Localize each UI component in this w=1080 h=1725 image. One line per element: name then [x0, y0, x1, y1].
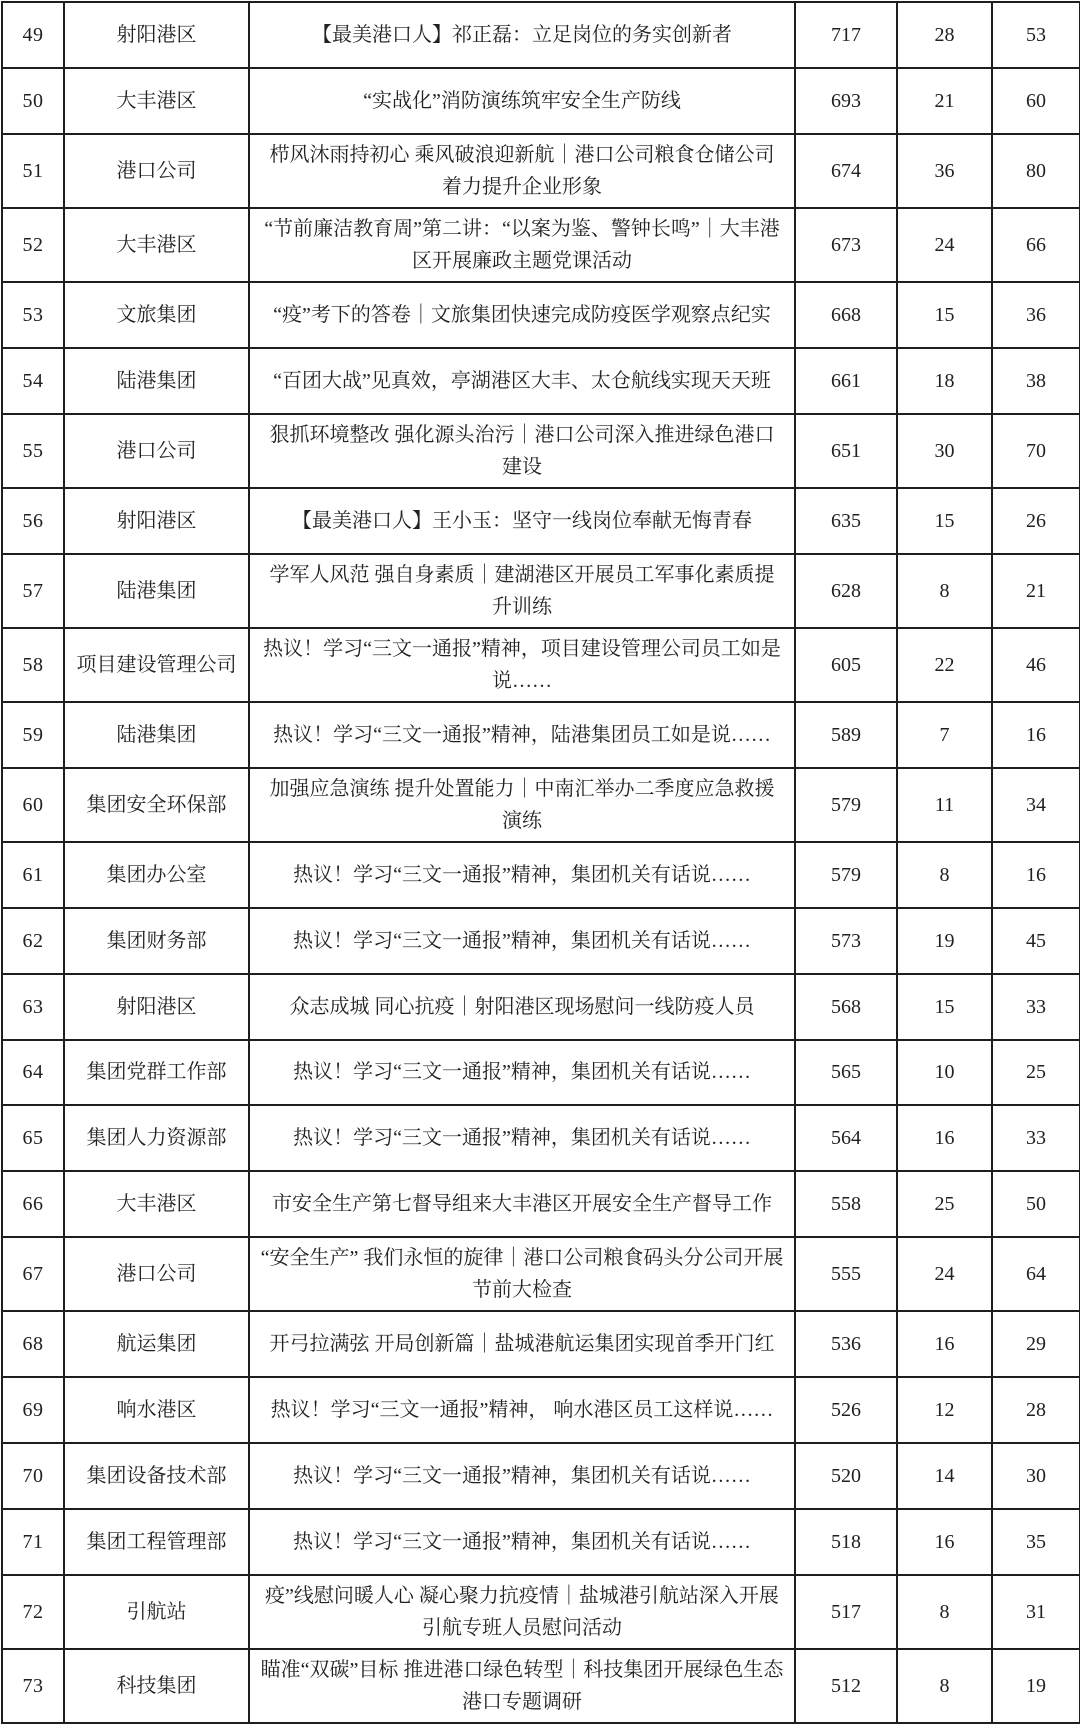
title-cell: 众志成城 同心抗疫｜射阳港区现场慰问一线防疫人员	[249, 974, 795, 1040]
metric-2-cell: 25	[897, 1171, 992, 1237]
metric-3-cell: 35	[992, 1509, 1080, 1575]
rank-cell: 54	[2, 348, 64, 414]
ranking-table	[1, 1, 1080, 1724]
table-row	[2, 1443, 1080, 1509]
title-cell: 热议！学习“三文一通报”精神，集团机关有话说……	[249, 1443, 795, 1509]
metric-2-cell: 8	[897, 554, 992, 628]
title-cell: 热议！学习“三文一通报”精神，项目建设管理公司员工如是说……	[249, 628, 795, 702]
rank-cell: 66	[2, 1171, 64, 1237]
metric-1-cell: 635	[795, 488, 897, 554]
metric-3-cell: 16	[992, 842, 1080, 908]
rank-cell: 59	[2, 702, 64, 768]
table-row	[2, 2, 1080, 68]
metric-2-cell: 8	[897, 1649, 992, 1723]
table-row	[2, 1237, 1080, 1311]
department-cell: 集团财务部	[64, 908, 249, 974]
table-row	[2, 348, 1080, 414]
table-row	[2, 1040, 1080, 1106]
rank-cell: 49	[2, 2, 64, 68]
table-row	[2, 842, 1080, 908]
title-cell: 栉风沐雨持初心 乘风破浪迎新航｜港口公司粮食仓储公司着力提升企业形象	[249, 134, 795, 208]
rank-cell: 56	[2, 488, 64, 554]
title-cell: 市安全生产第七督导组来大丰港区开展安全生产督导工作	[249, 1171, 795, 1237]
rank-cell: 68	[2, 1311, 64, 1377]
metric-2-cell: 16	[897, 1105, 992, 1171]
department-cell: 集团工程管理部	[64, 1509, 249, 1575]
metric-3-cell: 25	[992, 1040, 1080, 1106]
metric-1-cell: 555	[795, 1237, 897, 1311]
table-row	[2, 628, 1080, 702]
metric-3-cell: 16	[992, 702, 1080, 768]
department-cell: 集团党群工作部	[64, 1040, 249, 1106]
table-row	[2, 1311, 1080, 1377]
title-cell: 开弓拉满弦 开局创新篇｜盐城港航运集团实现首季开门红	[249, 1311, 795, 1377]
metric-1-cell: 717	[795, 2, 897, 68]
title-cell: 热议！学习“三文一通报”精神，集团机关有话说……	[249, 1105, 795, 1171]
title-cell: 疫”线慰问暖人心 凝心聚力抗疫情｜盐城港引航站深入开展引航专班人员慰问活动	[249, 1575, 795, 1649]
title-cell: 热议！学习“三文一通报”精神， 响水港区员工这样说……	[249, 1377, 795, 1443]
table-row	[2, 974, 1080, 1040]
metric-1-cell: 579	[795, 768, 897, 842]
metric-3-cell: 46	[992, 628, 1080, 702]
rank-cell: 69	[2, 1377, 64, 1443]
metric-3-cell: 70	[992, 414, 1080, 488]
department-cell: 陆港集团	[64, 554, 249, 628]
rank-cell: 73	[2, 1649, 64, 1723]
title-cell: 热议！学习“三文一通报”精神，集团机关有话说……	[249, 1040, 795, 1106]
table-row	[2, 1575, 1080, 1649]
rank-cell: 71	[2, 1509, 64, 1575]
title-cell: “实战化”消防演练筑牢安全生产防线	[249, 68, 795, 134]
table-row	[2, 554, 1080, 628]
metric-2-cell: 15	[897, 488, 992, 554]
metric-3-cell: 34	[992, 768, 1080, 842]
title-cell: 狠抓环境整改 强化源头治污｜港口公司深入推进绿色港口建设	[249, 414, 795, 488]
table-row	[2, 1377, 1080, 1443]
table-body	[2, 2, 1080, 1723]
metric-1-cell: 693	[795, 68, 897, 134]
department-cell: 港口公司	[64, 1237, 249, 1311]
metric-1-cell: 568	[795, 974, 897, 1040]
title-cell: “百团大战”见真效，亭湖港区大丰、太仓航线实现天天班	[249, 348, 795, 414]
department-cell: 集团安全环保部	[64, 768, 249, 842]
table-row	[2, 208, 1080, 282]
metric-1-cell: 558	[795, 1171, 897, 1237]
department-cell: 大丰港区	[64, 68, 249, 134]
metric-1-cell: 565	[795, 1040, 897, 1106]
title-cell: 热议！学习“三文一通报”精神，集团机关有话说……	[249, 1509, 795, 1575]
rank-cell: 55	[2, 414, 64, 488]
table-row	[2, 702, 1080, 768]
metric-2-cell: 16	[897, 1509, 992, 1575]
metric-2-cell: 28	[897, 2, 992, 68]
metric-2-cell: 10	[897, 1040, 992, 1106]
department-cell: 射阳港区	[64, 2, 249, 68]
metric-1-cell: 589	[795, 702, 897, 768]
title-cell: 学军人风范 强自身素质｜建湖港区开展员工军事化素质提升训练	[249, 554, 795, 628]
table-row	[2, 768, 1080, 842]
metric-2-cell: 18	[897, 348, 992, 414]
department-cell: 港口公司	[64, 414, 249, 488]
rank-cell: 62	[2, 908, 64, 974]
department-cell: 项目建设管理公司	[64, 628, 249, 702]
table-row	[2, 282, 1080, 348]
title-cell: “节前廉洁教育周”第二讲：“以案为鉴、警钟长鸣”｜大丰港区开展廉政主题党课活动	[249, 208, 795, 282]
rank-cell: 58	[2, 628, 64, 702]
rank-cell: 57	[2, 554, 64, 628]
metric-2-cell: 30	[897, 414, 992, 488]
department-cell: 陆港集团	[64, 348, 249, 414]
department-cell: 航运集团	[64, 1311, 249, 1377]
department-cell: 陆港集团	[64, 702, 249, 768]
metric-3-cell: 60	[992, 68, 1080, 134]
rank-cell: 51	[2, 134, 64, 208]
metric-2-cell: 14	[897, 1443, 992, 1509]
metric-3-cell: 45	[992, 908, 1080, 974]
metric-1-cell: 517	[795, 1575, 897, 1649]
title-cell: 热议！学习“三文一通报”精神，集团机关有话说……	[249, 842, 795, 908]
department-cell: 文旅集团	[64, 282, 249, 348]
table-row	[2, 1509, 1080, 1575]
metric-1-cell: 512	[795, 1649, 897, 1723]
metric-1-cell: 651	[795, 414, 897, 488]
metric-1-cell: 518	[795, 1509, 897, 1575]
department-cell: 港口公司	[64, 134, 249, 208]
metric-1-cell: 674	[795, 134, 897, 208]
metric-1-cell: 564	[795, 1105, 897, 1171]
table-row	[2, 414, 1080, 488]
metric-3-cell: 64	[992, 1237, 1080, 1311]
department-cell: 引航站	[64, 1575, 249, 1649]
metric-3-cell: 30	[992, 1443, 1080, 1509]
metric-1-cell: 668	[795, 282, 897, 348]
department-cell: 集团设备技术部	[64, 1443, 249, 1509]
metric-2-cell: 8	[897, 842, 992, 908]
metric-1-cell: 673	[795, 208, 897, 282]
metric-2-cell: 16	[897, 1311, 992, 1377]
title-cell: 瞄准“双碳”目标 推进港口绿色转型｜科技集团开展绿色生态港口专题调研	[249, 1649, 795, 1723]
metric-1-cell: 605	[795, 628, 897, 702]
title-cell: “疫”考下的答卷｜文旅集团快速完成防疫医学观察点纪实	[249, 282, 795, 348]
department-cell: 集团办公室	[64, 842, 249, 908]
metric-2-cell: 22	[897, 628, 992, 702]
metric-3-cell: 80	[992, 134, 1080, 208]
metric-1-cell: 661	[795, 348, 897, 414]
metric-3-cell: 19	[992, 1649, 1080, 1723]
rank-cell: 61	[2, 842, 64, 908]
metric-2-cell: 8	[897, 1575, 992, 1649]
rank-cell: 50	[2, 68, 64, 134]
document-page	[0, 1, 1080, 1725]
rank-cell: 53	[2, 282, 64, 348]
metric-2-cell: 24	[897, 1237, 992, 1311]
metric-3-cell: 66	[992, 208, 1080, 282]
title-cell: 热议！学习“三文一通报”精神，集团机关有话说……	[249, 908, 795, 974]
metric-1-cell: 579	[795, 842, 897, 908]
rank-cell: 67	[2, 1237, 64, 1311]
metric-3-cell: 33	[992, 974, 1080, 1040]
department-cell: 射阳港区	[64, 974, 249, 1040]
metric-1-cell: 536	[795, 1311, 897, 1377]
title-cell: “安全生产” 我们永恒的旋律｜港口公司粮食码头分公司开展节前大检查	[249, 1237, 795, 1311]
metric-3-cell: 33	[992, 1105, 1080, 1171]
rank-cell: 65	[2, 1105, 64, 1171]
metric-3-cell: 38	[992, 348, 1080, 414]
table-row	[2, 134, 1080, 208]
rank-cell: 64	[2, 1040, 64, 1106]
metric-3-cell: 26	[992, 488, 1080, 554]
metric-2-cell: 12	[897, 1377, 992, 1443]
metric-2-cell: 15	[897, 974, 992, 1040]
table-row	[2, 1105, 1080, 1171]
table-row	[2, 488, 1080, 554]
department-cell: 集团人力资源部	[64, 1105, 249, 1171]
metric-2-cell: 11	[897, 768, 992, 842]
metric-2-cell: 24	[897, 208, 992, 282]
metric-3-cell: 21	[992, 554, 1080, 628]
metric-2-cell: 15	[897, 282, 992, 348]
rank-cell: 63	[2, 974, 64, 1040]
table-row	[2, 908, 1080, 974]
rank-cell: 60	[2, 768, 64, 842]
title-cell: 【最美港口人】王小玉：坚守一线岗位奉献无悔青春	[249, 488, 795, 554]
metric-2-cell: 19	[897, 908, 992, 974]
metric-3-cell: 31	[992, 1575, 1080, 1649]
rank-cell: 70	[2, 1443, 64, 1509]
metric-2-cell: 36	[897, 134, 992, 208]
department-cell: 响水港区	[64, 1377, 249, 1443]
table-row	[2, 1649, 1080, 1723]
title-cell: 热议！学习“三文一通报”精神，陆港集团员工如是说……	[249, 702, 795, 768]
metric-3-cell: 36	[992, 282, 1080, 348]
table-row	[2, 68, 1080, 134]
metric-2-cell: 21	[897, 68, 992, 134]
metric-1-cell: 526	[795, 1377, 897, 1443]
table-row	[2, 1171, 1080, 1237]
title-cell: 加强应急演练 提升处置能力｜中南汇举办二季度应急救援演练	[249, 768, 795, 842]
metric-1-cell: 520	[795, 1443, 897, 1509]
rank-cell: 52	[2, 208, 64, 282]
metric-3-cell: 28	[992, 1377, 1080, 1443]
department-cell: 大丰港区	[64, 1171, 249, 1237]
metric-3-cell: 50	[992, 1171, 1080, 1237]
title-cell: 【最美港口人】祁正磊：立足岗位的务实创新者	[249, 2, 795, 68]
department-cell: 大丰港区	[64, 208, 249, 282]
metric-1-cell: 573	[795, 908, 897, 974]
metric-3-cell: 53	[992, 2, 1080, 68]
department-cell: 科技集团	[64, 1649, 249, 1723]
rank-cell: 72	[2, 1575, 64, 1649]
metric-1-cell: 628	[795, 554, 897, 628]
metric-2-cell: 7	[897, 702, 992, 768]
department-cell: 射阳港区	[64, 488, 249, 554]
metric-3-cell: 29	[992, 1311, 1080, 1377]
